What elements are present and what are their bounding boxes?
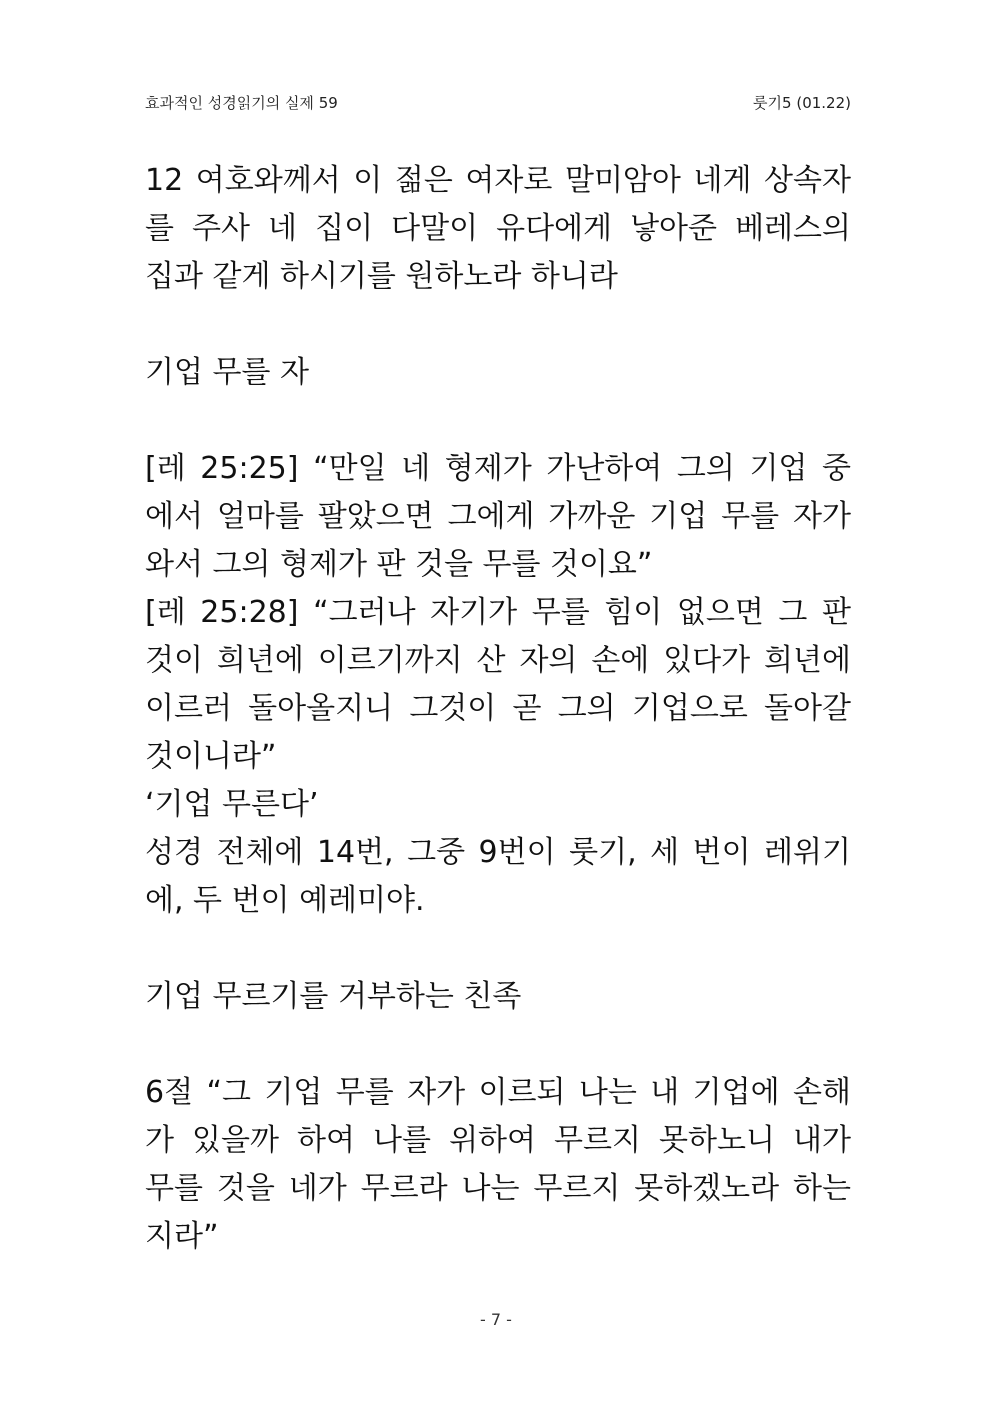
paragraph-verse-12 <box>145 157 851 301</box>
text-line: 것이 희년에 이르기까지 산 자의 손에 있다가 희년에 <box>145 643 851 678</box>
page-body <box>145 157 851 1261</box>
paragraph-leviticus-references <box>145 445 851 925</box>
heading-line: 기업 무를 자 <box>145 355 309 390</box>
header-chapter-date: 룻기5 (01.22) <box>753 94 851 112</box>
text-line: 집과 같게 하시기를 원하노라 하니라 <box>145 259 618 294</box>
text-line: [레 25:28] “그러나 자기가 무를 힘이 없으면 그 판 <box>145 595 851 630</box>
page-number: - 7 - <box>480 1310 512 1329</box>
text-line: 무를 것을 네가 무르라 나는 무르지 못하겠노라 하는 <box>145 1171 851 1206</box>
text-line: ‘기업 무른다’ <box>145 787 319 822</box>
section-heading-refusing-kinsman <box>145 973 851 1021</box>
text-line: 6절 “그 기업 무를 자가 이르되 나는 내 기업에 손해 <box>145 1075 851 1110</box>
paragraph-verse-6 <box>145 1069 851 1261</box>
header-title: 효과적인 성경읽기의 실제 59 <box>145 94 338 112</box>
page-header <box>145 92 851 112</box>
text-line: 에서 얼마를 팔았으면 그에게 가까운 기업 무를 자가 <box>145 499 851 534</box>
text-line: 를 주사 네 집이 다말이 유다에게 낳아준 베레스의 <box>145 211 851 246</box>
text-line: 와서 그의 형제가 판 것을 무를 것이요” <box>145 547 653 582</box>
text-line: 12 여호와께서 이 젊은 여자로 말미암아 네게 상속자 <box>145 163 851 198</box>
text-line: 에, 두 번이 예레미야. <box>145 883 425 918</box>
text-line: [레 25:25] “만일 네 형제가 가난하여 그의 기업 중 <box>145 451 851 486</box>
text-line: 것이니라” <box>145 739 277 774</box>
text-line: 이르러 돌아올지니 그것이 곧 그의 기업으로 돌아갈 <box>145 691 851 726</box>
section-heading-kinsman-redeemer <box>145 349 851 397</box>
text-line: 지라” <box>145 1219 219 1254</box>
text-line: 성경 전체에 14번, 그중 9번이 룻기, 세 번이 레위기 <box>145 835 851 870</box>
text-line: 가 있을까 하여 나를 위하여 무르지 못하노니 내가 <box>145 1123 851 1158</box>
heading-line: 기업 무르기를 거부하는 친족 <box>145 979 522 1014</box>
